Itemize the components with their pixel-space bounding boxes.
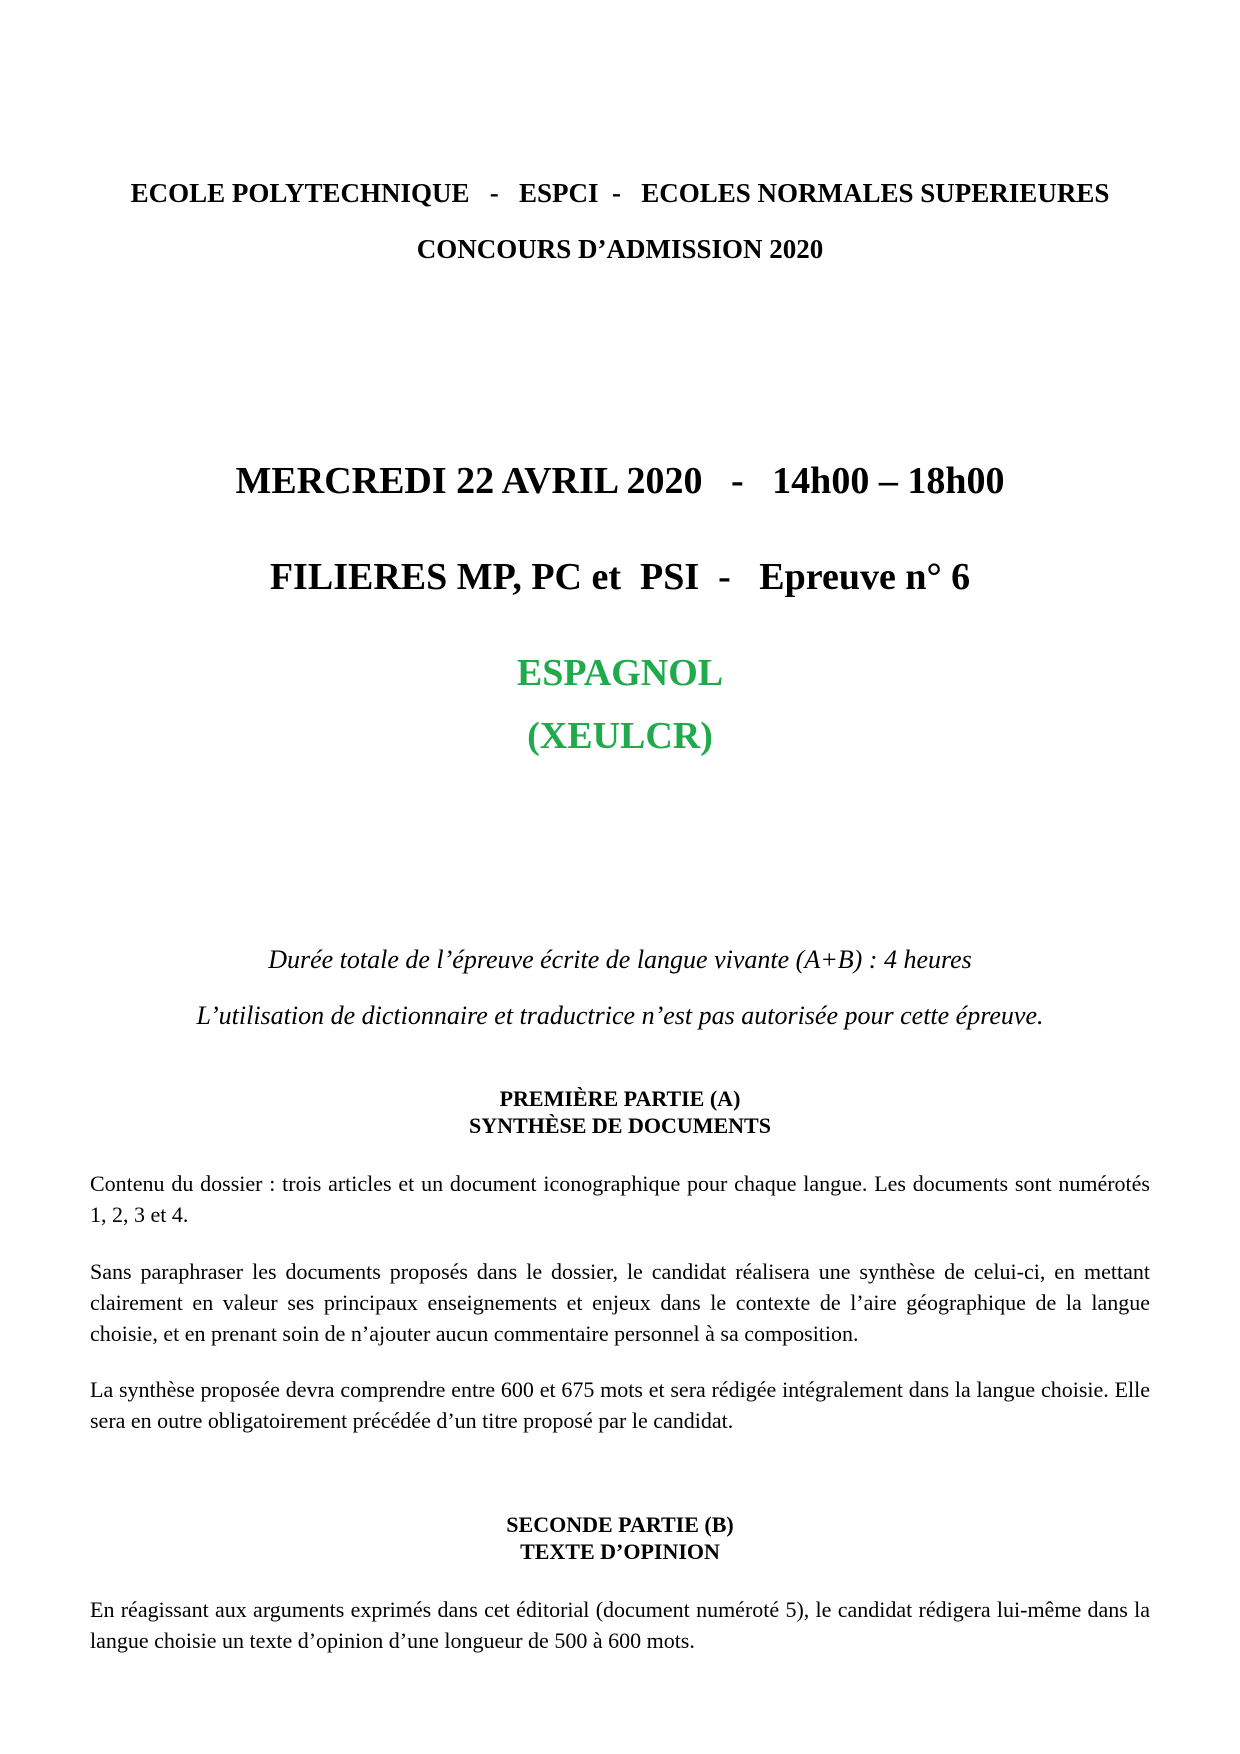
part-a-title	[0, 1085, 1240, 1139]
duration-note: Durée totale de l’épreuve écrite de langue vivante (A+B) : 4 heures	[268, 945, 972, 974]
part-b-paragraph-1: En réagissant aux arguments exprimés dans cet éditorial (document numéroté 5), le candidat rédigera lui-même dans la langue choisie un texte d’opinion d’une longueur de 500 à 600 mots.	[90, 1597, 1150, 1653]
part-a-paragraph-3: La synthèse proposée devra comprendre entre 600 et 675 mots et sera rédigée intégralement dans la langue choisie. Elle sera en outre obligatoirement précédée d’un titre proposé par le candidat.	[90, 1377, 1150, 1433]
part-a-heading: PREMIÈRE PARTIE (A)	[499, 1086, 741, 1111]
exam-date-time: MERCREDI 22 AVRIL 2020 - 14h00 – 18h00	[235, 460, 1005, 502]
institutions-header: ECOLE POLYTECHNIQUE - ESPCI - ECOLES NORMALES SUPERIEURES	[130, 178, 1110, 208]
part-a-subheading: SYNTHÈSE DE DOCUMENTS	[469, 1113, 771, 1138]
part-a-paragraph-2: Sans paraphraser les documents proposés dans le dossier, le candidat réalisera une synthèse de celui-ci, en mettant clairement en valeur ses principaux enseignements et enjeux dans le contexte de l’aire géographique de la langue choisie, et en prenant soin de n’ajouter aucun commentaire personnel à sa composition.	[90, 1259, 1150, 1346]
part-b-title	[0, 1511, 1240, 1565]
concours-title: CONCOURS D’ADMISSION 2020	[416, 234, 824, 264]
part-a-paragraph-1: Contenu du dossier : trois articles et un document iconographique pour chaque langue. Les documents sont numérotés 1, 2, 3 et 4.	[90, 1171, 1150, 1227]
subject-code: (XEULCR)	[527, 715, 713, 757]
part-b-heading: SECONDE PARTIE (B)	[506, 1512, 734, 1537]
subject-title: ESPAGNOL	[516, 652, 724, 694]
dictionary-note: L’utilisation de dictionnaire et traductrice n’est pas autorisée pour cette épreuve.	[196, 1001, 1044, 1030]
part-b-subheading: TEXTE D’OPINION	[520, 1539, 720, 1564]
exam-filieres: FILIERES MP, PC et PSI - Epreuve n° 6	[269, 556, 971, 598]
